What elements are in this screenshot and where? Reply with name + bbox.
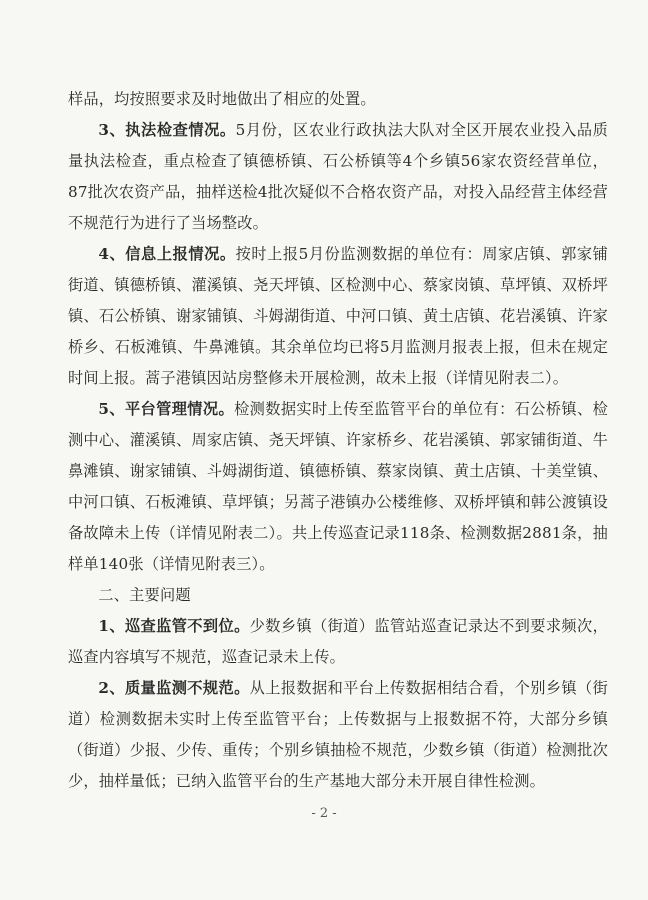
paragraph-inspection-problem: 1、巡查监管不到位。少数乡镇（街道）监管站巡查记录达不到要求频次，巡查内容填写不规范，巡查记录未上传。 [68, 617, 608, 666]
section-heading: 1、巡查监管不到位。 [98, 617, 250, 635]
paragraph-platform-management: 5、平台管理情况。检测数据实时上传至监管平台的单位有：石公桥镇、检测中心、灌溪镇、周家店镇、尧天坪镇、许家桥乡、花岩溪镇、郭家铺街道、牛鼻滩镇、谢家铺镇、斗姆湖街道、镇德桥镇、蔡家岗镇、黄土店镇、十美堂镇、中河口镇、石板滩镇、草坪镇；另蒿子港镇办公楼维修、双桥坪镇和韩公渡镇设备故障未上传（详情见附表二）。共上传巡查记录118条、检测数据2881条，抽样单140张（详情见附表三）。 [68, 400, 608, 573]
paragraph-quality-monitoring-problem: 2、质量监测不规范。从上报数据和平台上传数据相结合看，个别乡镇（街道）检测数据未实时上传至监管平台；上传数据与上报数据不符，大部分乡镇（街道）少报、少传、重传；个别乡镇抽检不规范，少数乡镇（街道）检测批次少，抽样量低；已纳入监管平台的生产基地大部分未开展自律性检测。 [68, 679, 608, 790]
section-heading: 3、执法检查情况。 [98, 121, 236, 139]
paragraph-law-enforcement: 3、执法检查情况。5月份，区农业行政执法大队对全区开展农业投入品质量执法检查，重点检查了镇德桥镇、石公桥镇等4个乡镇56家农资经营单位，87批次农资产品，抽样送检4批次疑似不合格农资产品，对投入品经营主体经营不规范行为进行了当场整改。 [68, 121, 608, 232]
page-number: - 2 - [311, 806, 337, 821]
section-heading: 5、平台管理情况。 [98, 400, 235, 418]
body-text [68, 84, 608, 797]
section-heading: 4、信息上报情况。 [98, 245, 236, 263]
paragraph-info-report: 4、信息上报情况。按时上报5月份监测数据的单位有：周家店镇、郭家铺街道、镇德桥镇、灌溪镇、尧天坪镇、区检测中心、蔡家岗镇、草坪镇、双桥坪镇、石公桥镇、谢家铺镇、斗姆湖街道、中河口镇、黄土店镇、花岩溪镇、许家桥乡、石板滩镇、牛鼻滩镇。其余单位均已将5月监测月报表上报，但未在规定时间上报。蒿子港镇因站房整修未开展检测，故未上报（详情见附表二）。 [68, 245, 608, 387]
section-heading: 2、质量监测不规范。 [98, 679, 250, 697]
chapter-heading-main-problems: 二、主要问题 [98, 586, 191, 604]
paragraph-continuation: 样品，均按照要求及时地做出了相应的处置。 [68, 90, 376, 108]
